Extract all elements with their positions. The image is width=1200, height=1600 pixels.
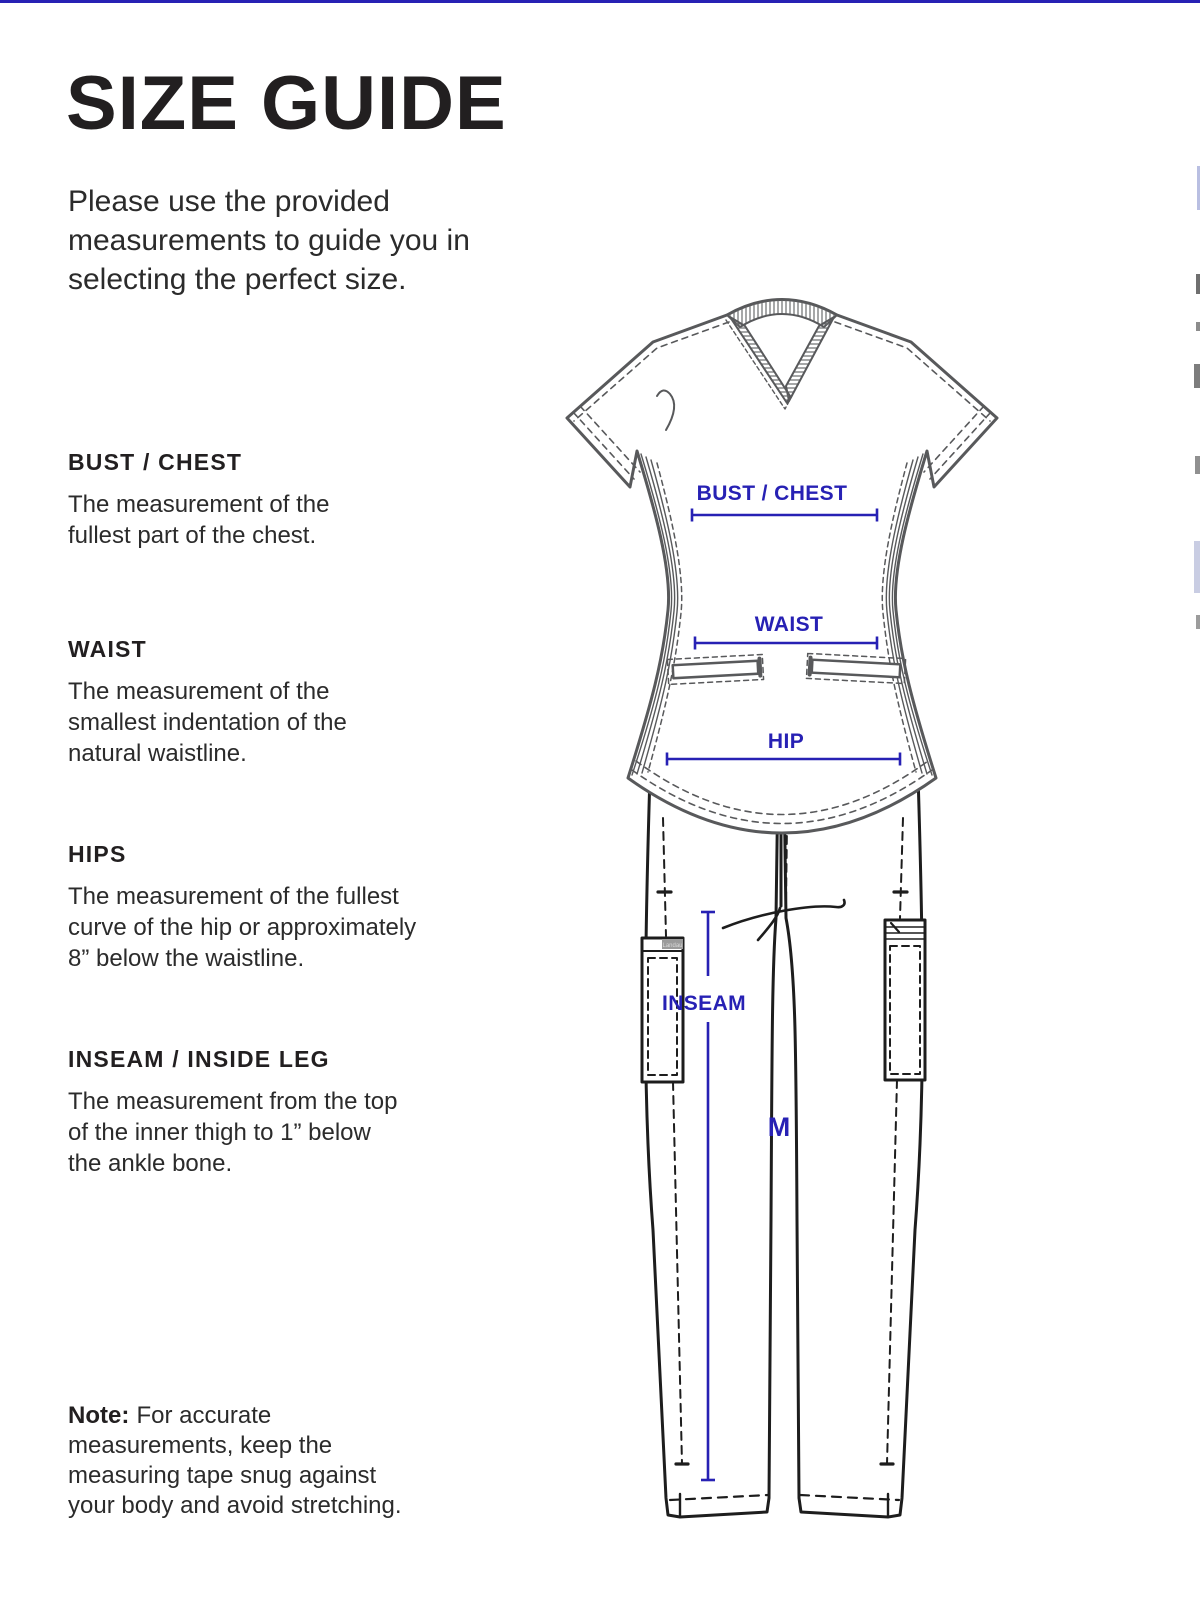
page-title: SIZE GUIDE: [66, 61, 507, 146]
section-bust-chest: [68, 449, 488, 551]
body-line: 8” below the waistline.: [68, 945, 305, 972]
note-line: your body and avoid stretching.: [68, 1492, 402, 1519]
section-heading: HIPS: [68, 841, 127, 867]
waist-label: WAIST: [754, 613, 824, 636]
note-text: [68, 1401, 448, 1521]
body-line: The measurement of the fullest: [68, 883, 399, 910]
body-line: the ankle bone.: [68, 1150, 233, 1177]
intro-line: Please use the provided: [68, 185, 390, 218]
body-line: The measurement of the: [68, 491, 330, 518]
body-line: fullest part of the chest.: [68, 522, 317, 549]
section-heading: INSEAM / INSIDE LEG: [68, 1046, 330, 1072]
hip-label: HIP: [767, 730, 805, 753]
cropped-edge-artifact: [1196, 615, 1200, 629]
note-line: measuring tape snug against: [68, 1462, 377, 1489]
section-body: [68, 1086, 488, 1179]
bust-label: BUST / CHEST: [696, 482, 848, 505]
section-inseam: [68, 1046, 488, 1179]
cropped-edge-artifact: [1195, 456, 1200, 474]
top-accent-border: [0, 0, 1200, 3]
cropped-edge-artifact: [1194, 541, 1200, 593]
body-line: The measurement of the: [68, 678, 330, 705]
section-body: [68, 489, 488, 551]
section-body: [68, 676, 488, 769]
scrubs-technical-drawing: [520, 270, 1020, 1550]
inseam-label: INSEAM: [661, 992, 747, 1015]
section-heading: BUST / CHEST: [68, 449, 243, 475]
size-marker: M: [767, 1112, 791, 1142]
intro-text: [68, 182, 470, 299]
cropped-edge-artifact: [1194, 364, 1200, 388]
note-line: Note: For accurate: [68, 1402, 272, 1429]
section-body: [68, 881, 488, 974]
svg-text:Landau: Landau: [662, 943, 683, 949]
body-line: The measurement from the top: [68, 1088, 398, 1115]
body-line: natural waistline.: [68, 740, 247, 767]
cropped-edge-artifact: [1196, 322, 1200, 331]
scrub-pants-drawing: [642, 775, 925, 1517]
section-waist: [68, 636, 488, 769]
body-line: smallest indentation of the: [68, 709, 347, 736]
intro-line: measurements to guide you in: [68, 224, 470, 257]
section-heading: WAIST: [68, 636, 147, 662]
brand-tag: [662, 939, 683, 949]
note-label: Note:: [68, 1402, 130, 1429]
note-line: measurements, keep the: [68, 1432, 333, 1459]
cropped-edge-artifact: [1196, 274, 1200, 294]
body-line: curve of the hip or approximately: [68, 914, 417, 941]
body-line: of the inner thigh to 1” below: [68, 1119, 371, 1146]
intro-line: selecting the perfect size.: [68, 263, 407, 296]
section-hips: [68, 841, 488, 974]
